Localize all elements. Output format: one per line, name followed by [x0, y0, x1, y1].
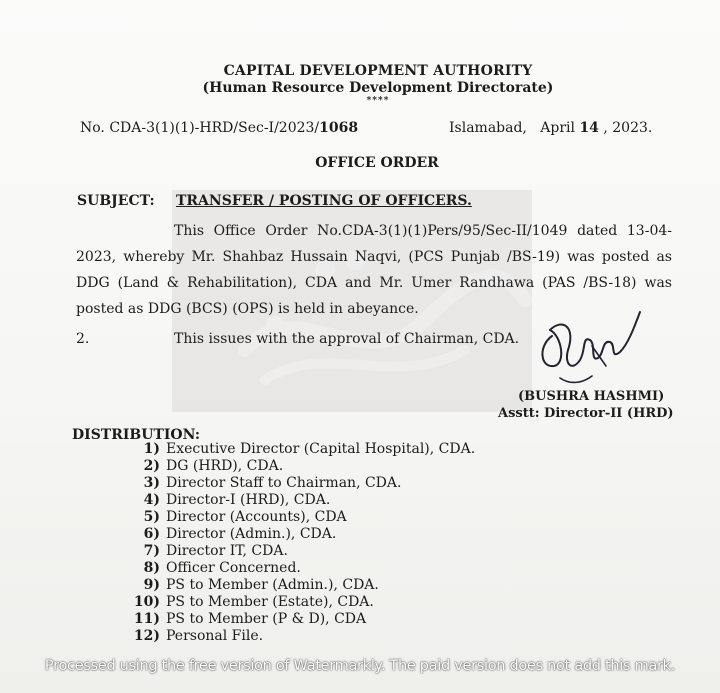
list-item	[120, 526, 475, 543]
place: Islamabad,	[449, 120, 527, 136]
list-item	[120, 441, 475, 458]
list-item	[120, 509, 475, 526]
item-number: 3)	[143, 475, 160, 491]
item-text: PS to Member (Admin.), CDA.	[166, 577, 379, 593]
item-number: 11)	[133, 611, 160, 627]
list-item	[120, 628, 475, 645]
paragraph-1: This Office Order No.CDA-3(1)(1)Pers/95/Sec-II/1049 dated 13-04-2023, whereby Mr. Shahbaz Hussain Naqvi, (PCS Punjab /BS-19) was posted as DDG (Land & Rehabilitation), CDA and Mr. Umer Randhawa (PAS /BS-18) was posted as DDG (BCS) (OPS) is held in abeyance.	[76, 223, 672, 317]
item-text: Personal File.	[166, 628, 264, 644]
distribution-heading: DISTRIBUTION:	[72, 427, 201, 443]
list-item	[120, 543, 475, 560]
list-item	[120, 594, 475, 611]
item-text: Director (Accounts), CDA	[166, 509, 347, 525]
item-text: Director-I (HRD), CDA.	[166, 492, 331, 508]
item-number: 6)	[143, 526, 160, 542]
subject-text: TRANSFER / POSTING OF OFFICERS.	[176, 193, 472, 209]
list-item	[120, 611, 475, 628]
office-order-title: OFFICE ORDER	[315, 155, 439, 171]
item-text: Director IT, CDA.	[166, 543, 288, 559]
distribution-list	[120, 441, 475, 645]
watermarkly-footer-text: Processed using the free version of Watermarkly. The paid version does not add this mark.	[44, 658, 676, 674]
directorate-name: (Human Resource Development Directorate)	[202, 80, 554, 96]
item-text: DG (HRD), CDA.	[166, 458, 284, 474]
item-number: 9)	[143, 577, 160, 593]
paragraph-2-number: 2.	[76, 331, 90, 347]
date-month: April	[540, 120, 575, 136]
item-text: Director Staff to Chairman, CDA.	[166, 475, 402, 491]
list-item	[120, 492, 475, 509]
signatory-title: Asstt: Director-II (HRD)	[498, 406, 674, 421]
signatory-name: (BUSHRA HASHMI)	[518, 389, 665, 404]
org-name: CAPITAL DEVELOPMENT AUTHORITY	[223, 63, 533, 79]
item-text: Officer Concerned.	[166, 560, 301, 576]
list-item	[120, 475, 475, 492]
handwritten-signature	[532, 306, 642, 390]
item-number: 5)	[143, 509, 160, 525]
item-text: Director (Admin.), CDA.	[166, 526, 337, 542]
item-number: 10)	[133, 594, 160, 610]
reference-number	[80, 120, 358, 136]
item-number: 1)	[143, 441, 160, 457]
header-stars: ****	[366, 96, 390, 106]
place-date	[449, 120, 652, 136]
item-number: 4)	[143, 492, 160, 508]
item-number: 12)	[133, 628, 160, 644]
reference-number-bold: 1068	[319, 120, 359, 136]
list-item	[120, 458, 475, 475]
date-year: , 2023.	[603, 120, 653, 136]
item-number: 2)	[143, 458, 160, 474]
paragraph-2-text: This issues with the approval of Chairman, CDA.	[174, 331, 520, 347]
item-text: PS to Member (P & D), CDA	[166, 611, 367, 627]
list-item	[120, 577, 475, 594]
item-number: 7)	[143, 543, 160, 559]
item-text: Executive Director (Capital Hospital), CDA.	[166, 441, 476, 457]
reference-prefix: No. CDA-3(1)(1)-HRD/Sec-I/2023/	[80, 120, 320, 136]
item-number: 8)	[143, 560, 160, 576]
item-text: PS to Member (Estate), CDA.	[166, 594, 374, 610]
subject-label: SUBJECT:	[77, 193, 155, 209]
date-day: 14	[579, 120, 599, 136]
list-item	[120, 560, 475, 577]
